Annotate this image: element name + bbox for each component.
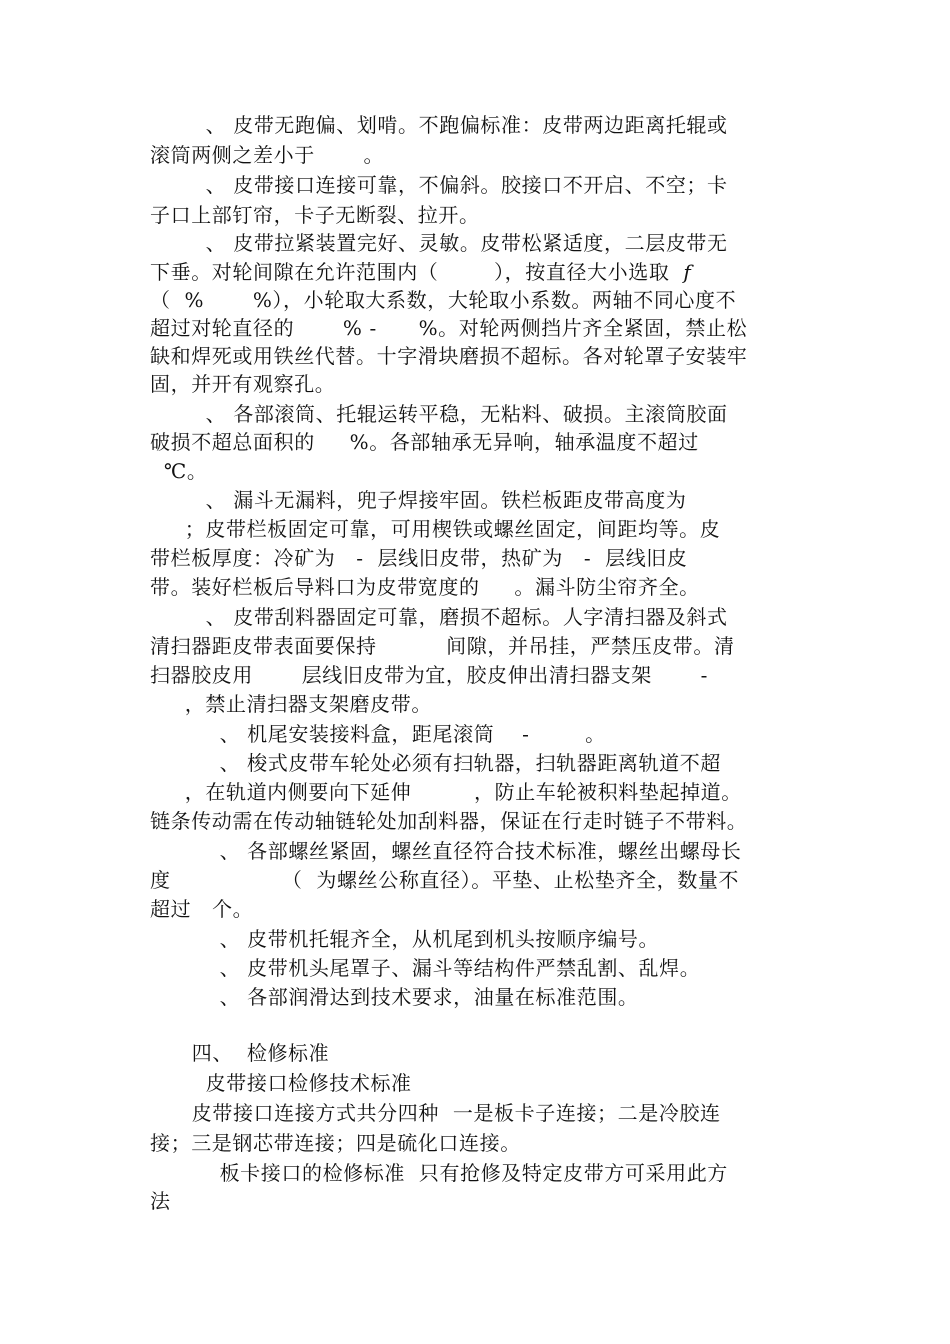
text-line: 缺和焊死或用铁丝代替。十字滑块磨损不超标。各对轮罩子安装牢 [150, 344, 748, 368]
text-line: （ % %），小轮取大系数，大轮取小系数。两轴不同心度不 [150, 288, 737, 312]
text-line: ，禁止清扫器支架磨皮带。 [150, 692, 432, 716]
text-line: ，在轨道内侧要向下延伸 ，防止车轮被积料垫起掉道。 [150, 780, 742, 804]
text-line: 子口上部钉帘，卡子无断裂、拉开。 [150, 203, 480, 227]
text-line: 下垂。对轮间隙在允许范围内（ ），按直径大小选取 𝑓 [150, 260, 692, 284]
text-line: 、 皮带机托辊齐全，从机尾到机头按顺序编号。 [150, 927, 660, 951]
text-line: 、 皮带接口连接可靠，不偏斜。胶接口不开启、不空；卡 [150, 173, 728, 197]
text-line: 、 漏斗无漏料，兜子焊接牢固。铁栏板距皮带高度为 [150, 488, 687, 512]
text-line: 、 皮带刮料器固定可靠，磨损不超标。人字清扫器及斜式 [150, 605, 728, 629]
text-line: 、 各部螺丝紧固，螺丝直径符合技术标准，螺丝出螺母长 [150, 839, 742, 863]
text-line: 、 各部润滑达到技术要求，油量在标准范围。 [150, 985, 639, 1009]
text-line: 带。装好栏板后导料口为皮带宽度的 。漏斗防尘帘齐全。 [150, 575, 700, 599]
text-line: 清扫器距皮带表面要保持 间隙，并吊挂，严禁压皮带。清 [150, 634, 735, 658]
text-line: 、 各部滚筒、托辊运转平稳，无粘料、破损。主滚筒胶面 [150, 402, 728, 426]
text-line: 破损不超总面积的 %。各部轴承无异响，轴承温度不超过 [150, 430, 699, 454]
text-line: 超过 个。 [150, 897, 254, 921]
text-line: 滚筒两侧之差小于 。 [150, 143, 385, 167]
text-line: 、 梭式皮带车轮处必须有扫轨器，扫轨器距离轨道不超 [150, 751, 721, 775]
text-line: ；皮带栏板固定可靠，可用楔铁或螺丝固定，间距均等。皮 [150, 517, 721, 541]
section-heading: 四、 检修标准 [150, 1041, 330, 1065]
text-line: 固，并开有观察孔。 [150, 372, 336, 396]
text-line: 链条传动需在传动轴链轮处加刮料器，保证在行走时链子不带料。 [150, 809, 748, 833]
text-line: 带栏板厚度：冷矿为 - 层线旧皮带，热矿为 - 层线旧皮 [150, 546, 688, 570]
text-line: 、 机尾安装接料盒，距尾滚筒 - 。 [150, 722, 606, 746]
text-line: 、 皮带无跑偏、划啃。不跑偏标准：皮带两边距离托辊或 [150, 113, 728, 137]
text-line: 板卡接口的检修标准 只有抢修及特定皮带方可采用此方 [150, 1161, 728, 1185]
text-line: 度 （ 为螺丝公称直径）。平垫、止松垫齐全，数量不 [150, 868, 740, 892]
text-line: 、 皮带机头尾罩子、漏斗等结构件严禁乱割、乱焊。 [150, 956, 701, 980]
text-line: 接；三是钢芯带连接；四是硫化口连接。 [150, 1131, 521, 1155]
text-line: 皮带接口连接方式共分四种 一是板卡子连接；二是冷胶连 [150, 1101, 721, 1125]
text-line: 超过对轮直径的 % - %。对轮两侧挡片齐全紧固，禁止松 [150, 316, 748, 340]
text-line: ℃。 [150, 459, 208, 483]
text-line: 法 [150, 1189, 171, 1213]
subsection-heading: 皮带接口检修技术标准 [150, 1071, 412, 1095]
text-line: 、 皮带拉紧装置完好、灵敏。皮带松紧适度，二层皮带无 [150, 231, 728, 255]
text-line: 扫器胶皮用 层线旧皮带为宜，胶皮伸出清扫器支架 - [150, 663, 708, 687]
